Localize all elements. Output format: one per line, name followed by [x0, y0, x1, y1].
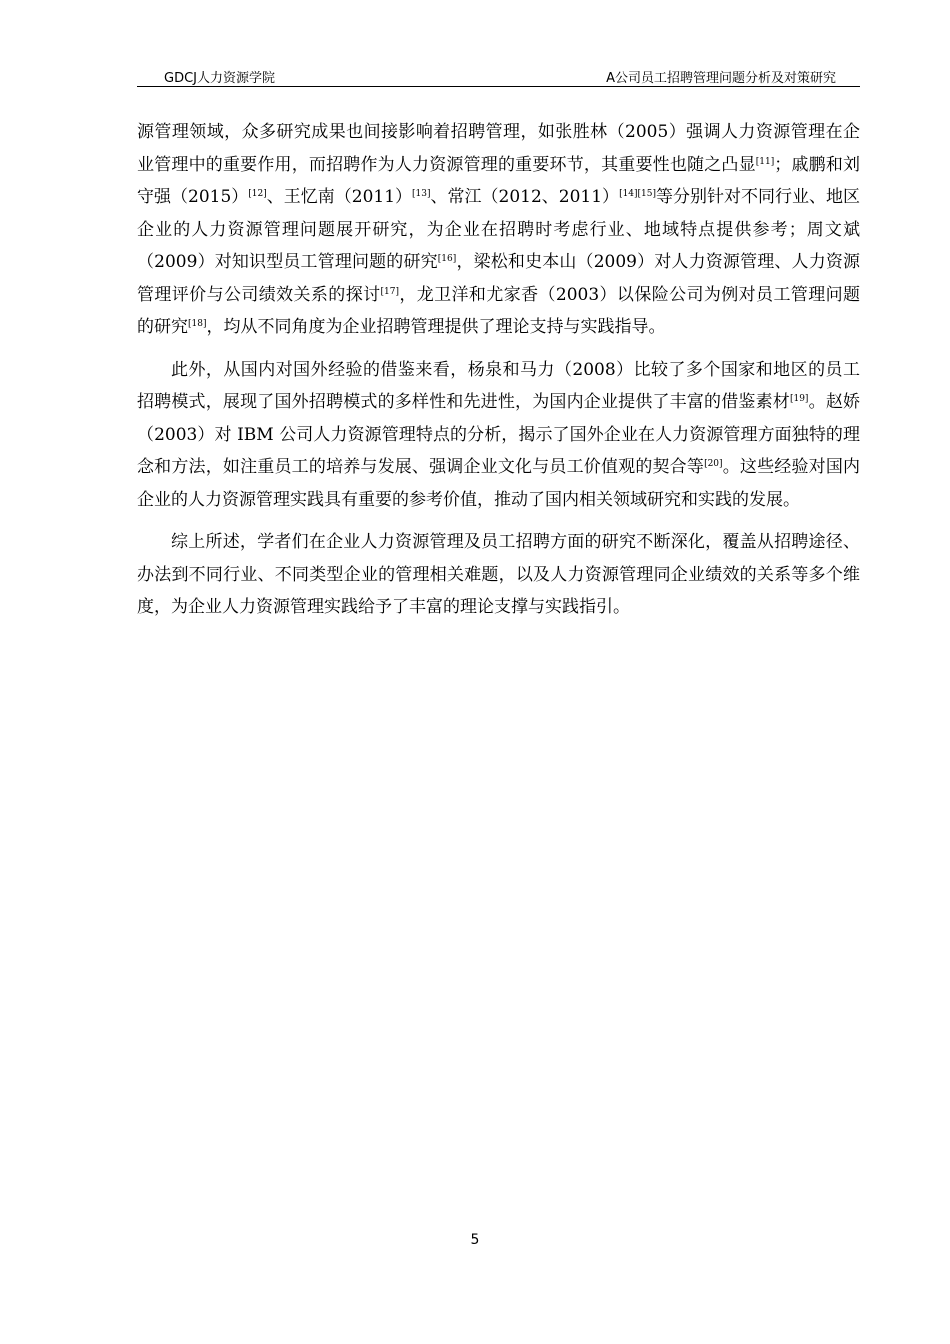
text-segment: 等分别针对不同行业、地区企业的人力资源管理问题展开研究，为企业在招聘时考虑行业、地域特点提供参考；周文斌（2009）对知识型员工管理问题的研究	[137, 187, 861, 272]
citation: [19]	[789, 394, 809, 404]
citation: [11]	[755, 156, 775, 167]
text-segment: 此外，从国内对国外经验的借鉴来看，杨泉和马力（2008）比较了多个国家和地区的员工招聘模式，展现了国外招聘模式的多样性和先进性，为国内企业提供了丰富的借鉴素材	[137, 359, 860, 412]
text-segment: 、常江（2012、2011）	[430, 187, 620, 207]
text-segment: 。这些经验对国内企业的人力资源管理实践具有重要的参考价值，推动了国内相关领域研究和实践的发展。	[137, 457, 861, 510]
citation: [17]	[380, 286, 399, 297]
text-segment: ，均从不同角度为企业招聘管理提供了理论支持与实践指导。	[206, 317, 666, 337]
text-segment: ，龙卫洋和尤家香（2003）以保险公司为例对员工管理问题的研究	[137, 284, 861, 337]
paragraph-3	[137, 526, 860, 624]
citation: [20]	[704, 459, 723, 469]
header-paper-title: A公司员工招聘管理问题分析及对策研究	[606, 71, 836, 86]
citation: [14][15]	[619, 189, 657, 199]
text-segment: 。赵娇（2003）对 IBM 公司人力资源管理特点的分析，揭示了国外企业在人力资源管理方面独特的理念和方法，如注重员工的培养与发展、强调企业文化与员工价值观的契合等	[137, 392, 861, 477]
paragraph-1	[137, 116, 860, 344]
paragraph-2	[137, 354, 860, 517]
text-segment: ；戚鹏和刘守强（2015）	[137, 154, 861, 207]
page-number: 5	[470, 1232, 480, 1248]
citation: [12]	[248, 189, 267, 199]
text-segment: 、王忆南（2011）	[266, 187, 413, 207]
citation: [13]	[412, 189, 431, 199]
header-school-name: GDCJ人力资源学院	[164, 71, 275, 86]
citation: [18]	[188, 319, 207, 329]
citation: [16]	[437, 254, 457, 264]
text-segment: ，梁松和史本山（2009）对人力资源管理、人力资源管理评价与公司绩效关系的探讨	[137, 252, 861, 305]
text-segment: 综上所述，学者们在企业人力资源管理及员工招聘方面的研究不断深化，覆盖从招聘途径、办法到不同行业、不同类型企业的管理相关难题，以及人力资源管理同企业绩效的关系等多个维度，为企业人力资源管理实践给予了丰富的理论支撑与实践指引。	[137, 532, 860, 617]
body-text	[137, 116, 860, 634]
page-header	[137, 64, 860, 87]
text-segment: 源管理领域，众多研究成果也间接影响着招聘管理，如张胜林（2005）强调人力资源管理在企业管理中的重要作用，而招聘作为人力资源管理的重要环节，其重要性也随之凸显	[137, 122, 860, 175]
